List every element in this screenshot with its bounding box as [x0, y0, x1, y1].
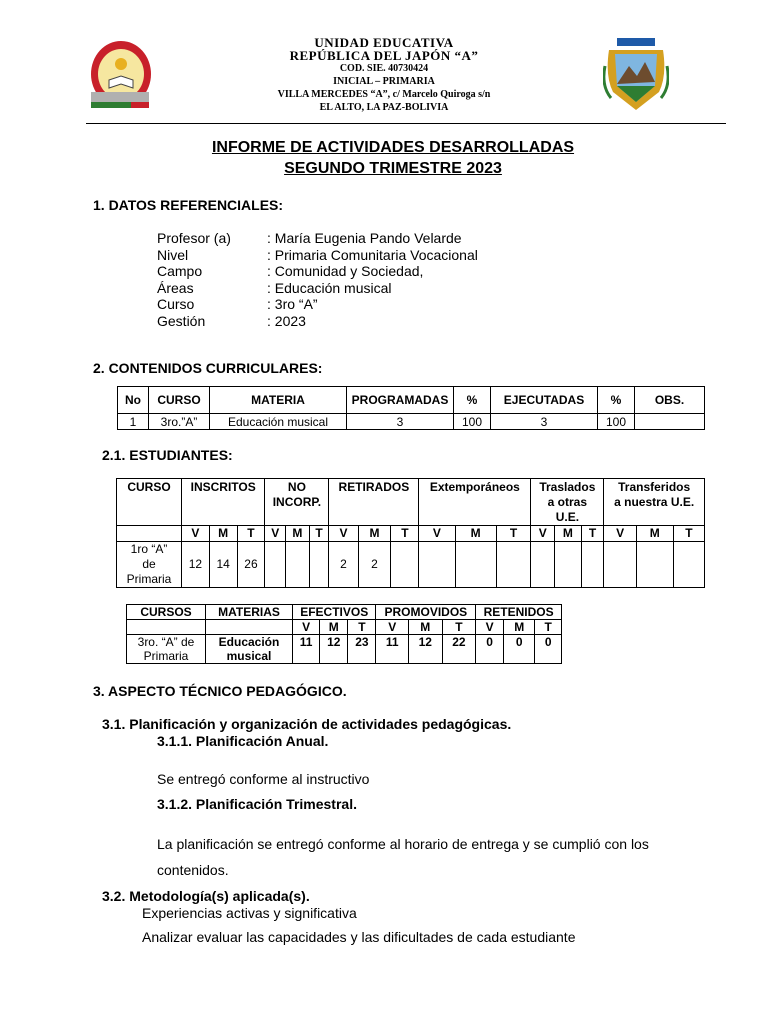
header-incorp: INCORP.	[272, 495, 322, 509]
header-no: NO	[287, 480, 306, 494]
ref-key: Gestión	[157, 312, 206, 329]
header-curso: CURSO	[127, 480, 171, 494]
col-header: MATERIAS	[206, 605, 293, 620]
materia-label: Educación	[218, 635, 280, 649]
table-cell: 3ro.”A”	[149, 414, 210, 430]
header-retirados: RETIRADOS	[338, 480, 410, 494]
col-header: CURSOS	[127, 605, 206, 620]
table-subheader-row	[127, 620, 562, 635]
letterhead	[0, 36, 768, 114]
header-divider	[86, 123, 726, 124]
table-cell: 12	[320, 635, 348, 664]
ref-key: Áreas	[157, 279, 194, 296]
ref-value: : María Eugenia Pando Velarde	[267, 230, 462, 246]
table-cell	[635, 414, 705, 430]
sub-header: V	[376, 620, 409, 635]
sub-header: M	[320, 620, 348, 635]
school-code: COD. SIE. 40730424	[339, 63, 429, 74]
students-table	[116, 478, 705, 588]
table-cell: 100	[454, 414, 491, 430]
section-3-2-heading: 3.2. Metodología(s) aplicada(s).	[102, 888, 310, 904]
sub-header: M	[209, 526, 237, 542]
table-cell: 23	[348, 635, 376, 664]
sub-header: T	[496, 526, 531, 542]
table-row	[117, 542, 705, 588]
table-cell	[206, 635, 293, 664]
curso-label: 1ro “A”	[130, 542, 168, 556]
col-header	[604, 479, 705, 526]
ref-row	[157, 280, 478, 297]
table-cell: 26	[237, 542, 265, 588]
header-traslados-2: a otras	[547, 495, 588, 509]
table-cell	[636, 542, 673, 588]
report-subtitle: SEGUNDO TRIMESTRE 2023	[284, 160, 502, 177]
sub-header: M	[455, 526, 496, 542]
sub-header: V	[293, 620, 320, 635]
table-cell: 3	[491, 414, 598, 430]
table-cell	[455, 542, 496, 588]
col-header: OBS.	[635, 387, 705, 414]
header-traslados-3: U.E.	[555, 510, 580, 524]
table-row	[118, 414, 705, 430]
sub-header: T	[237, 526, 265, 542]
table-row	[127, 635, 562, 664]
sub-header: V	[476, 620, 504, 635]
curso-label: 3ro. “A” de	[137, 635, 195, 649]
table-cell	[673, 542, 704, 588]
sub-header: T	[309, 526, 329, 542]
ref-row	[157, 296, 478, 313]
table-cell: 12	[408, 635, 442, 664]
col-header	[117, 479, 182, 526]
ref-value: : Comunidad y Sociedad,	[267, 263, 424, 279]
col-header: EJECUTADAS	[491, 387, 598, 414]
school-city: EL ALTO, LA PAZ-BOLIVIA	[319, 102, 449, 113]
ref-row	[157, 247, 478, 264]
ref-value: : 3ro “A”	[267, 296, 318, 312]
table-cell	[419, 542, 455, 588]
sub-header: V	[265, 526, 286, 542]
table-cell	[265, 542, 286, 588]
ref-row	[157, 230, 478, 247]
col-header: RETENIDOS	[476, 605, 562, 620]
table-header-row	[118, 387, 705, 414]
sub-header: V	[182, 526, 210, 542]
table-cell: 22	[442, 635, 476, 664]
col-header	[182, 479, 265, 526]
section-3-1-2-heading: 3.1.2. Planificación Trimestral.	[157, 796, 357, 812]
section-3-1-heading: 3.1. Planificación y organización de actividades pedagógicas.	[102, 716, 512, 732]
table-cell: 11	[293, 635, 320, 664]
ref-key: Curso	[157, 296, 195, 312]
table-cell	[117, 542, 182, 588]
sub-header: V	[531, 526, 555, 542]
ref-value: : Primaria Comunitaria Vocacional	[267, 246, 478, 263]
sub-header: M	[636, 526, 673, 542]
table-cell: 0	[535, 635, 562, 664]
sub-header: M	[504, 620, 535, 635]
ref-value: : Educación musical	[267, 279, 392, 296]
col-header: PROMOVIDOS	[376, 605, 476, 620]
sub-header: T	[348, 620, 376, 635]
header-extemp: Extemporáneos	[429, 480, 520, 494]
report-title: INFORME DE ACTIVIDADES DESARROLLADAS	[211, 139, 575, 156]
table-subheader-row	[117, 526, 705, 542]
table-cell: 100	[598, 414, 635, 430]
school-name: UNIDAD EDUCATIVA	[314, 35, 454, 50]
col-header	[419, 479, 531, 526]
sub-header	[117, 526, 182, 542]
table-cell	[555, 542, 582, 588]
section-2-heading: 2. CONTENIDOS CURRICULARES:	[93, 360, 323, 376]
header-inscritos: INSCRITOS	[190, 480, 256, 494]
ref-key: Nivel	[157, 246, 189, 263]
reference-data	[157, 230, 478, 329]
sub-header: T	[391, 526, 419, 542]
col-header: %	[454, 387, 491, 414]
table-cell: 1	[118, 414, 149, 430]
table-cell: 3	[347, 414, 454, 430]
table-cell: 0	[476, 635, 504, 664]
col-header: EFECTIVOS	[293, 605, 376, 620]
sub-header: V	[604, 526, 637, 542]
sub-header: M	[358, 526, 391, 542]
table-cell: 2	[329, 542, 358, 588]
section-3-2-text-2: Analizar evaluar las capacidades y las dificultades de cada estudiante	[142, 929, 576, 945]
col-header: MATERIA	[210, 387, 347, 414]
section-3-1-1-heading: 3.1.1. Planificación Anual.	[157, 733, 329, 749]
header-transf-2: a nuestra U.E.	[614, 495, 695, 509]
table-header-row	[127, 605, 562, 620]
table-cell	[286, 542, 310, 588]
table-cell	[309, 542, 329, 588]
curso-label-3: Primaria	[126, 572, 172, 586]
col-header	[531, 479, 604, 526]
ref-row	[157, 263, 478, 280]
sub-header: T	[581, 526, 604, 542]
section-3-heading: 3. ASPECTO TÉCNICO PEDAGÓGICO.	[93, 683, 347, 699]
curriculum-table	[117, 386, 705, 430]
sub-header: M	[408, 620, 442, 635]
col-header	[265, 479, 329, 526]
section-3-1-1-text: Se entregó conforme al instructivo	[157, 771, 370, 787]
school-level: INICIAL – PRIMARIA	[333, 76, 435, 87]
ref-value: : 2023	[267, 312, 306, 329]
table-cell	[391, 542, 419, 588]
sub-header: T	[535, 620, 562, 635]
section-1-heading: 1. DATOS REFERENCIALES:	[93, 197, 284, 213]
section-3-1-2-text: La planificación se entregó conforme al horario de entrega y se cumplió con los	[157, 836, 649, 852]
ref-key: Campo	[157, 263, 203, 279]
table-header-row	[117, 479, 705, 526]
section-2-1-heading: 2.1. ESTUDIANTES:	[102, 447, 233, 463]
ref-key: Profesor (a)	[157, 230, 231, 246]
table-cell	[604, 542, 637, 588]
section-3-2-text: Experiencias activas y significativa	[142, 905, 357, 921]
col-header: CURSO	[149, 387, 210, 414]
table-cell	[496, 542, 531, 588]
curso-label-2: Primaria	[143, 649, 189, 663]
table-cell	[127, 635, 206, 664]
curso-label-2: de	[142, 557, 156, 571]
ref-row	[157, 313, 478, 330]
sub-header: M	[555, 526, 582, 542]
table-cell: 11	[376, 635, 409, 664]
col-header	[329, 479, 419, 526]
col-header: PROGRAMADAS	[347, 387, 454, 414]
header-transf: Transferidos	[618, 480, 691, 494]
school-address: VILLA MERCEDES “A”, c/ Marcelo Quiroga s/n	[277, 89, 491, 100]
materia-label-2: musical	[226, 649, 272, 663]
table-cell: 12	[182, 542, 210, 588]
sub-header	[206, 620, 293, 635]
table-cell: Educación musical	[210, 414, 347, 430]
table-cell: 2	[358, 542, 391, 588]
sub-header: M	[286, 526, 310, 542]
col-header: No	[118, 387, 149, 414]
sub-header: V	[329, 526, 358, 542]
sub-header	[127, 620, 206, 635]
table-cell: 0	[504, 635, 535, 664]
sub-header: V	[419, 526, 455, 542]
col-header: %	[598, 387, 635, 414]
sub-header: T	[673, 526, 704, 542]
header-traslados: Traslados	[539, 480, 596, 494]
table-cell	[531, 542, 555, 588]
section-3-1-2-text-2: contenidos.	[157, 862, 229, 878]
sub-header: T	[442, 620, 476, 635]
table-cell	[581, 542, 604, 588]
school-name-2: REPÚBLICA DEL JAPÓN “A”	[289, 48, 479, 63]
table-cell: 14	[209, 542, 237, 588]
results-table	[126, 604, 562, 664]
